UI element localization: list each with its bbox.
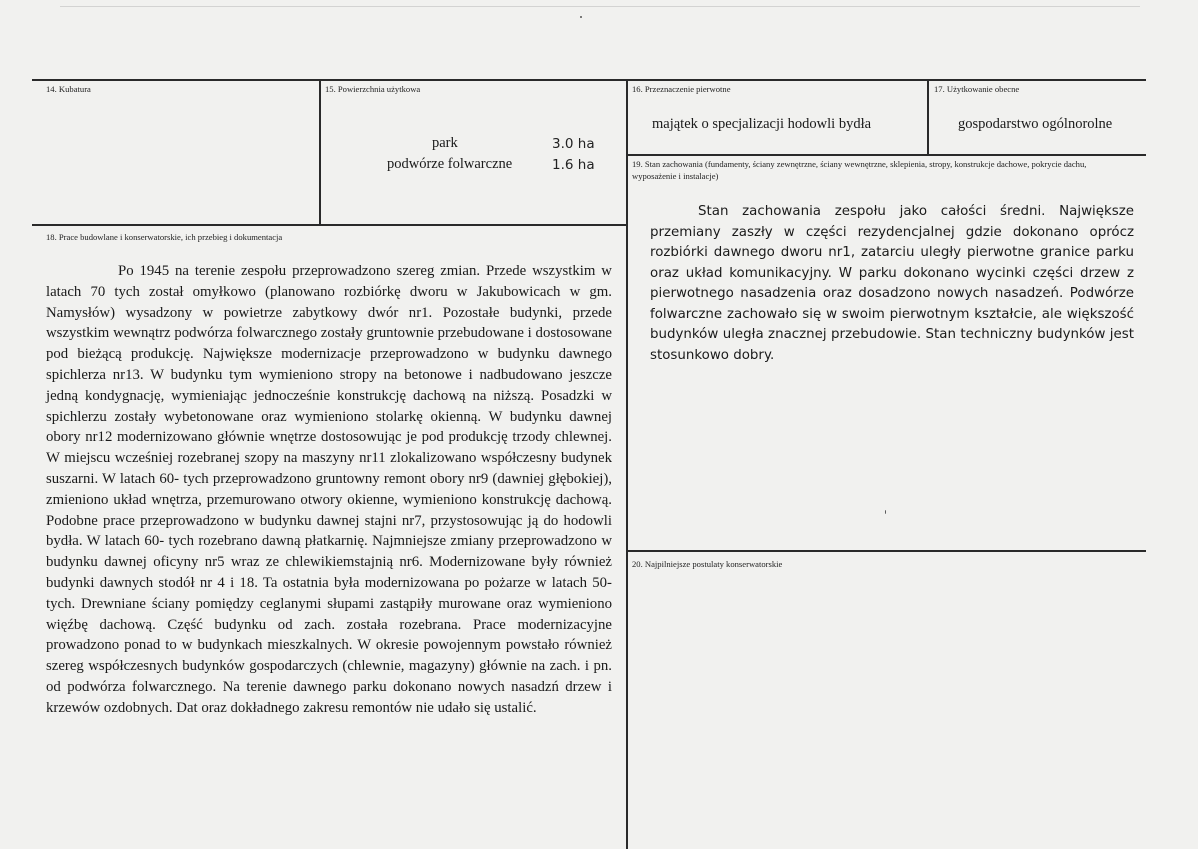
works-description [46, 261, 612, 719]
rule-below-16-17 [626, 154, 1146, 156]
form-top-rule [32, 79, 1146, 81]
area-courtyard-name: podwórze folwarczne [387, 156, 513, 172]
original-purpose-value: majątek o specjalizacji hodowli bydła [652, 116, 872, 132]
field-19-label: 19. Stan zachowania (fundamenty, ściany zewnętrzne, ściany wewnętrzne, sklepienia, stropy, konstrukcje dachowe, pokrycie dachu, wyposażenie i instalacje) [632, 159, 1087, 181]
condition-description-text: Stan zachowania zespołu jako całości średni. Największe przemiany zaszły w części rezydencjalnej gdzie dokonano oprócz rozbiórki dawnego dworu nr1, zatarciu uległy pierwotne granice parku oraz układ komunikacyjny. W parku dokonano wycinki części drzew z pierwotnego nasadzenia oraz dosadzono nowych nasadzeń. Podwórze folwarczne zachowało się w swoim pierwotnym kształcie, ale większość budynków uległa znacznej przebudowie. Stan techniczny budynków jest stosunkowo dobry. [650, 204, 1134, 363]
field-18-label: 18. Prace budowlane i konserwatorskie, ich przebieg i dokumentacja [46, 232, 283, 242]
condition-description [650, 202, 1134, 366]
divider-16-17 [927, 79, 929, 154]
divider-14-15 [319, 79, 321, 224]
current-use-value: gospodarstwo ogólnorolne [958, 116, 1113, 132]
field-17-label: 17. Użytkowanie obecne [934, 84, 1020, 94]
area-courtyard-value: 1.6 ha [552, 157, 595, 173]
field-20-label: 20. Najpilniejsze postulaty konserwatorskie [632, 559, 783, 569]
scan-artifact [60, 6, 1140, 7]
field-15-label: 15. Powierzchnia użytkowa [325, 84, 421, 94]
works-description-text: Po 1945 na terenie zespołu przeprowadzono szereg zmian. Przede wszystkim w latach 70 tych został omyłkowo (planowano rozbiórkę dworu w Jakubowicach w gm. Namysłów) wysadzony w powietrze zabytkowy dwór nr1. Pozostałe budynki, przede wszystkim wewnątrz podwórza folwarcznego zostały gruntownie przebudowane i dostosowane pod bieżącą produkcję. Największe modernizacje przeprowadzono w budynku dawnego spichlerza nr13. W budynku tym wymieniono stropy na betonowe i nadbudowano jeszcze jedną kondygnację, wymieniając jednocześnie konstrukcję dachową na niższą. Posadzki w spichlerzu zostały wybetonowane oraz wymieniono stolarkę okienną. W budynku dawnej obory nr12 modernizowano głównie wnętrze dostosowując je pod produkcję trzody chlewnej. W miejscu wcześniej rozebranej szopy na maszyny nr11 zlokalizowano współczesny budynek suszarni. W latach 60- tych przeprowadzono gruntowny remont obory nr9 (dawniej głębokiej), zmieniono układ wnętrza, przemurowano otwory okienne, wymieniono konstrukcję dachową. Podobne prace przeprowadzono w budynku dawnej stajni nr7, przystosowując ją do hodowli bydła. W latach 60- tych rozebrano dawną płatkarnię. Najmniejsze zmiany przeprowadzono w budynku dawnej oficyny nr5 wraz ze chlewikiemstajnią nr6. Modernizowane były również budynki dawnych stodół nr 4 i 18. Ta ostatnia była modernizowana po pożarze w latach 50- tych. Drewniane ściany pomiędzy ceglanymi słupami zastąpiły murowane oraz wymieniono więźbę dachową. Część budynku od zach. została rozebrana. Prace modernizacyjne prowadzono ponad to w budynkach mieszkalnych. W okresie powojennym powstało również szereg współczesnych budynków gospodarczych (chlewnie, magazyny) głównie na zach. i pn. od podwórza folwarcznego. Na terenie dawnego parku dokonano nowych nasadzń drzew i krzewów ozdobnych. Dat oraz dokładnego zakresu remontów nie udało się ustalić. [46, 263, 612, 716]
rule-above-18 [32, 224, 627, 226]
field-16-label: 16. Przeznaczenie pierwotne [632, 84, 731, 94]
divider-center [626, 79, 628, 849]
field-14-label: 14. Kubatura [46, 84, 91, 94]
area-park-value: 3.0 ha [552, 136, 595, 152]
scan-speck [580, 16, 582, 18]
scan-speck [885, 510, 886, 514]
area-park-name: park [432, 135, 458, 151]
rule-above-20 [626, 550, 1146, 552]
